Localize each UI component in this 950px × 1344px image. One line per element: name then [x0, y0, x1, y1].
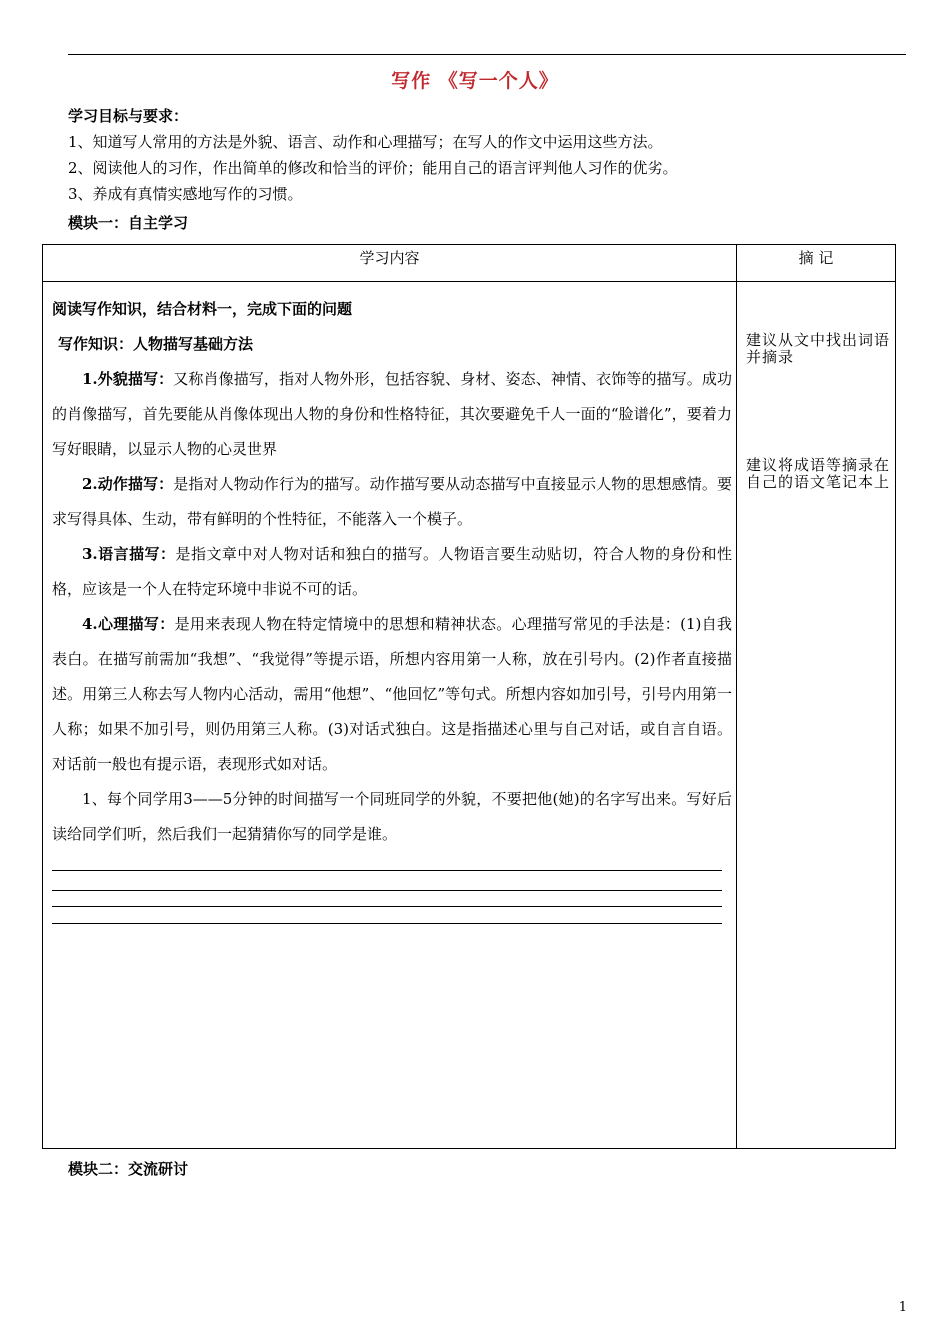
method-text: 是用来表现人物在特定情境中的思想和精神状态。心理描写常见的手法是：(1)自我表白。在描写前需加“我想”、“我觉得”等提示语，所想内容用第一人称，放在引号内。(2)作者直接描述。用第三人称去写人物内心活动，需用“他想”、“他回忆”等句式。所想内容如加引号，引号内用第一人称；如果不加引号，则仍用第三人称。(3)对话式独白。这是指描述心里与自己对话，或自言自语。对话前一般也有提示语，表现形式如对话。 — [52, 615, 732, 773]
goals-heading: 学习目标与要求： — [68, 107, 189, 125]
method-label: 2.动作描写： — [82, 475, 174, 493]
answer-line[interactable] — [52, 923, 722, 924]
note-text: 建议从文中找出词语并摘录 — [746, 331, 891, 366]
task-text: 1、每个同学用3——5分钟的时间描写一个同班同学的外貌，不要把他(她)的名字写出来。写好后读给同学们听，然后我们一起猜猜你写的同学是谁。 — [52, 790, 732, 843]
method-text: 是指文章中对人物对话和独白的描写。人物语言要生动贴切，符合人物的身份和性格，应该是一个人在特定环境中非说不可的话。 — [52, 545, 732, 598]
method-label: 4.心理描写： — [82, 615, 175, 633]
intro-text: 阅读写作知识，结合材料一，完成下面的问题 — [52, 300, 353, 318]
goal-item: 1、知道写人常用的方法是外貌、语言、动作和心理描写；在写人的作文中运用这些方法。 — [68, 133, 663, 151]
notes-column-header: 摘 记 — [737, 245, 896, 282]
header-rule — [68, 54, 906, 55]
method-text: 又称肖像描写，指对人物外形，包括容貌、身材、姿态、神情、衣饰等的描写。成功的肖像描写，首先要能从肖像体现出人物的身份和性格特征，其次要避免千人一面的“脸谱化”，要着力写好眼睛，以显示人物的心灵世界 — [52, 370, 732, 458]
notes-cell — [737, 282, 896, 1149]
module2-heading: 模块二：交流研讨 — [68, 1160, 189, 1178]
knowledge-heading: 写作知识：人物描写基础方法 — [58, 335, 254, 353]
page-number: 1 — [898, 1300, 907, 1315]
method-text: 是指对人物动作行为的描写。动作描写要从动态描写中直接显示人物的思想感情。要求写得具体、生动，带有鲜明的个性特征，不能落入一个模子。 — [52, 475, 732, 528]
study-table — [42, 244, 896, 1149]
goal-item: 3、养成有真情实感地写作的习惯。 — [68, 185, 303, 203]
page-title: 写作 《写一个人》 — [391, 70, 559, 92]
method-label: 3.语言描写： — [82, 545, 176, 563]
method-paragraph — [52, 467, 732, 537]
content-cell — [43, 282, 737, 1149]
method-paragraph — [52, 607, 732, 782]
method-paragraph — [52, 537, 732, 607]
note-text: 建议将成语等摘录在自己的语文笔记本上 — [746, 456, 891, 491]
method-paragraph — [52, 362, 732, 467]
goal-item: 2、阅读他人的习作，作出简单的修改和恰当的评价；能用自己的语言评判他人习作的优劣。 — [68, 159, 678, 177]
method-label: 1.外貌描写： — [82, 370, 174, 388]
content-column-header: 学习内容 — [43, 245, 737, 282]
module1-heading: 模块一：自主学习 — [68, 214, 189, 232]
